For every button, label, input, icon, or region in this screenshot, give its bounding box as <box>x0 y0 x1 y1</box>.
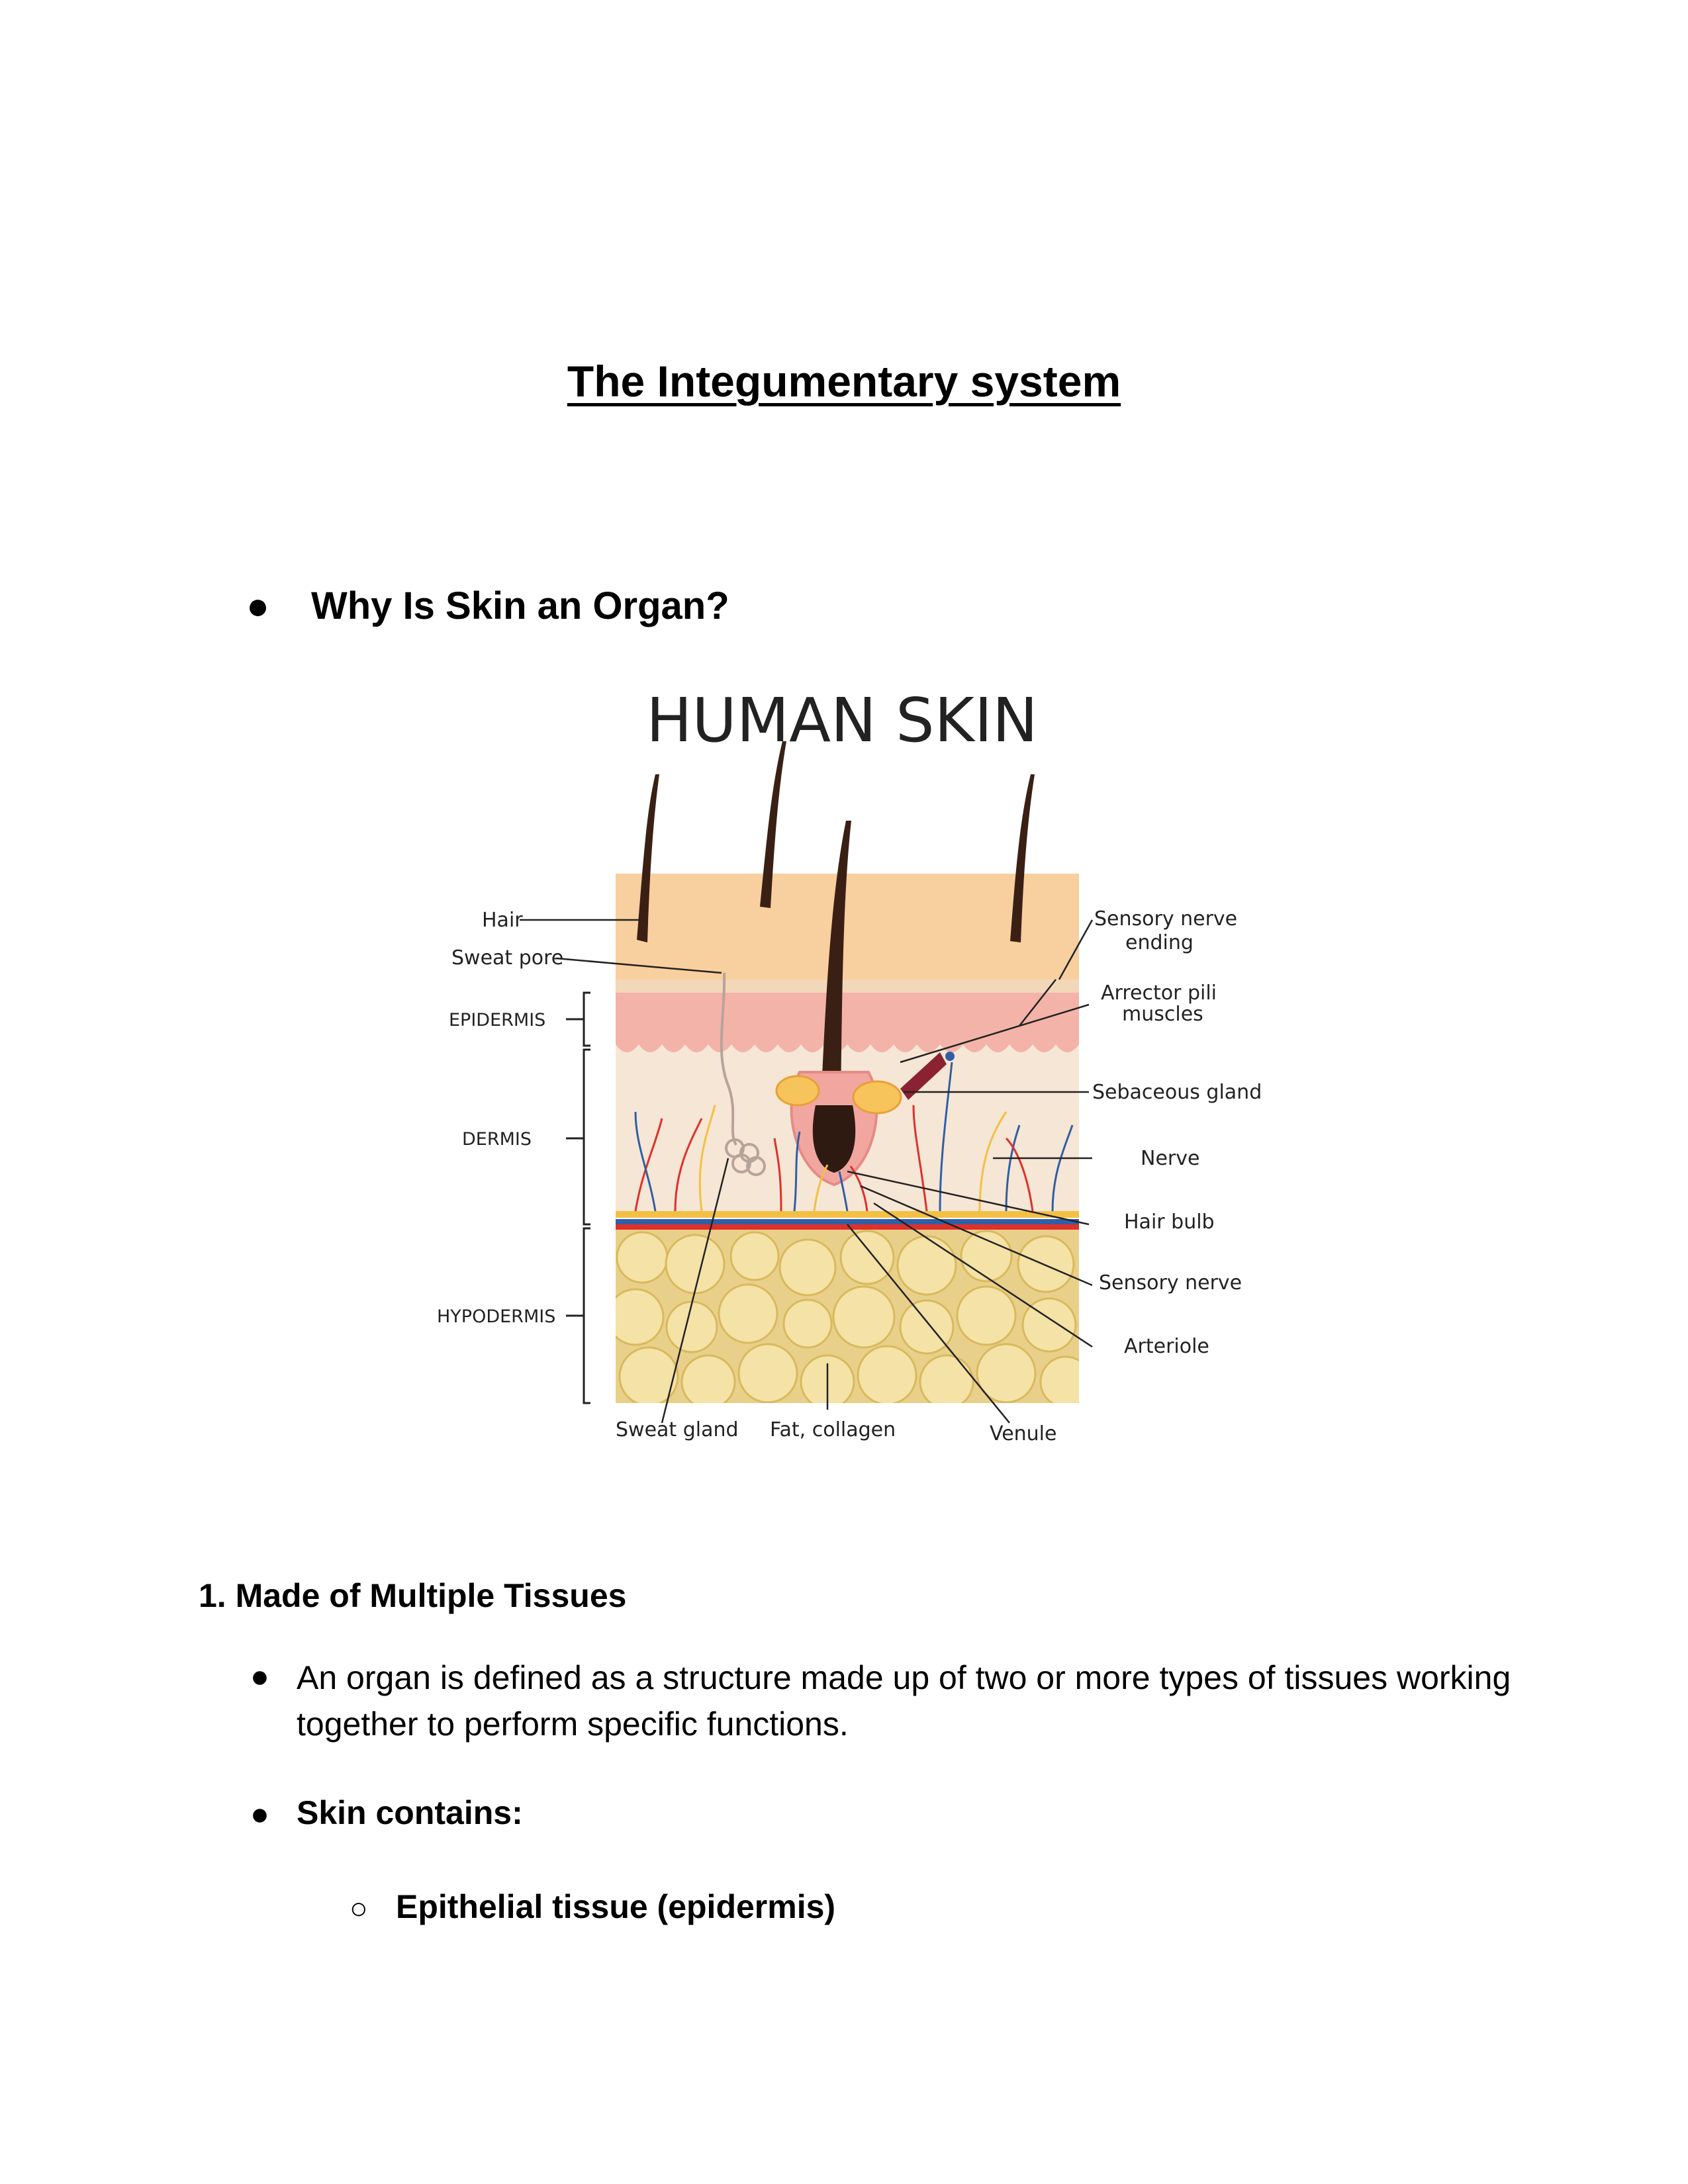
label-dermis: DERMIS <box>462 1129 532 1150</box>
stratum-band <box>616 979 1079 994</box>
label-arteriole: Arteriole <box>1124 1335 1209 1358</box>
list-bullet: ● <box>250 1797 269 1832</box>
label-hair: Hair <box>482 909 523 932</box>
document-title: The Integumentary system <box>567 357 1121 406</box>
tissue-item-epithelial: Epithelial tissue (epidermis) <box>396 1888 836 1925</box>
sebaceous-gland-right <box>853 1081 901 1113</box>
label-arrector-pili-line1: Arrector pili <box>1101 981 1217 1005</box>
label-fat-collagen: Fat, collagen <box>770 1418 896 1441</box>
organ-definition: An organ is defined as a structure made up of two or more types of tissues working together to perform specific functions. <box>297 1659 1511 1743</box>
label-venule: Venule <box>990 1422 1057 1445</box>
section-1-heading: 1. Made of Multiple Tissues <box>199 1577 627 1614</box>
label-hypodermis: HYPODERMIS <box>437 1306 556 1327</box>
label-hair-bulb: Hair bulb <box>1124 1210 1215 1234</box>
label-sensory-nerve-ending-line2: ending <box>1125 931 1194 954</box>
skin-diagram-svg <box>437 682 1264 1463</box>
label-epidermis: EPIDERMIS <box>449 1010 546 1030</box>
label-arrector-pili-line2: muscles <box>1122 1003 1203 1026</box>
heading-bullet: ● <box>246 584 270 627</box>
list-bullet: ● <box>250 1659 269 1694</box>
human-skin-diagram <box>437 682 1264 1463</box>
sub-list-bullet: ○ <box>350 1891 368 1925</box>
label-sweat-gland: Sweat gland <box>616 1418 739 1441</box>
skin-contains-label: Skin contains: <box>297 1794 523 1831</box>
label-sensory-nerve: Sensory nerve <box>1099 1271 1243 1295</box>
section-heading: Why Is Skin an Organ? <box>311 584 729 627</box>
sebaceous-gland-left <box>776 1076 819 1105</box>
nerve-band <box>616 1211 1079 1218</box>
label-nerve: Nerve <box>1141 1147 1200 1170</box>
vein-band <box>616 1219 1079 1224</box>
diagram-brackets <box>566 993 590 1403</box>
label-sebaceous-gland: Sebaceous gland <box>1092 1081 1262 1104</box>
diagram-title: HUMAN SKIN <box>646 685 1038 756</box>
label-sweat-pore: Sweat pore <box>451 946 564 970</box>
label-sensory-nerve-ending-line1: Sensory nerve <box>1094 907 1238 931</box>
